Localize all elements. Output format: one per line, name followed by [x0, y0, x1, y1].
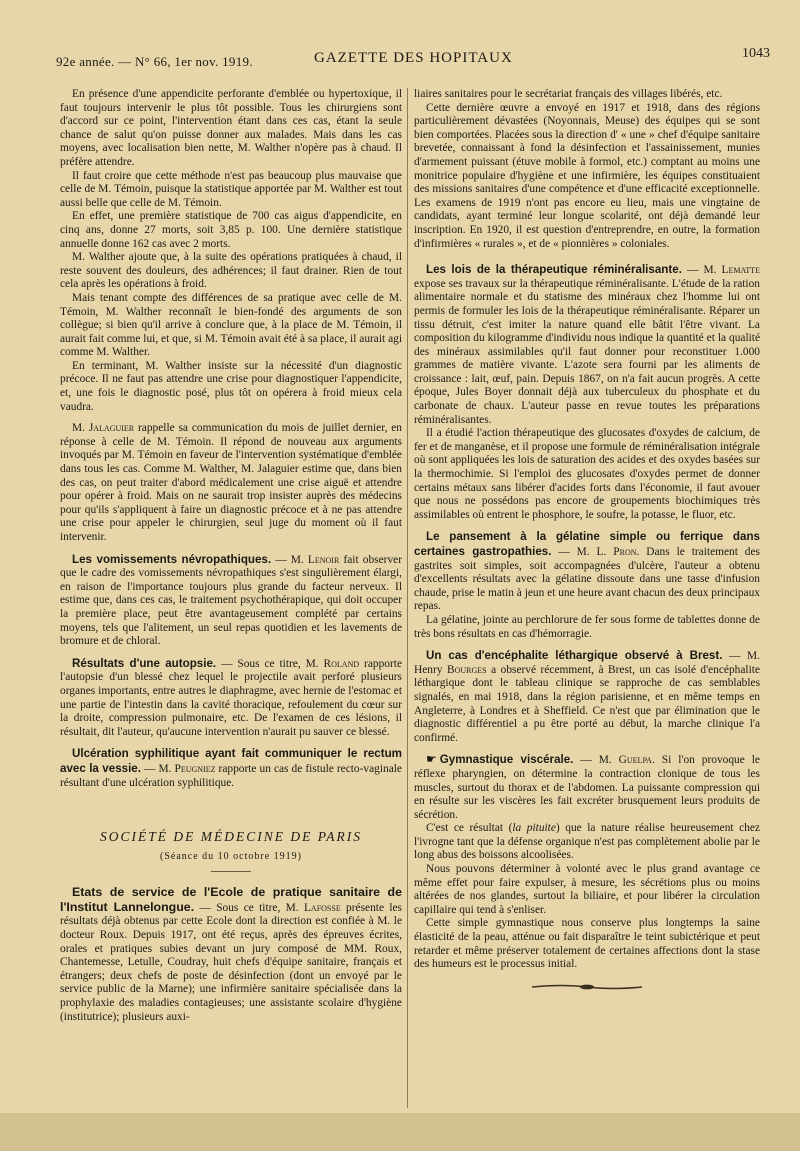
- paragraph-text: rappelle sa communication du mois de juillet dernier, en réponse à celle de M. Témoin. Il répond de nouveau aux arguments invoqués par M. Témoin en faveur de l'intervention systématique d'emblée dans tous les cas. Comme M. Walther, M. Jalaguier estime que, dans bien des cas, on peut traiter d'abord médicalement une crise aiguë et attendre pour opérer à froid. Mais on ne saurait trop insister auprès des médecins pour qu'ils s'appliquent à faire un diagnostic précoce et à ne pas attendre une crise pour appeler le chirurgien, seul juge du moment où il faut intervenir.: [60, 422, 403, 543]
- column-divider: [407, 88, 408, 1108]
- paragraph: La gélatine, jointe au perchlorure de fer sous forme de tablettes donne de très bons résultats en cas d'hémorragie.: [414, 613, 760, 640]
- paragraph: Il faut croire que cette méthode n'est pas beaucoup plus mauvaise que celle de M. Témoin, puisque la statistique apportée par M. Walther est tout aussi belle que celle de M. Témoin.: [60, 169, 402, 209]
- paragraph: M. Walther ajoute que, à la suite des opérations pratiquées à chaud, il reste souvent des douleurs, des adhérences; il faut drainer. Rien de tout cela après les opérations à froid.: [60, 251, 402, 291]
- section-title: Les lois de la thérapeutique réminéralisante.: [426, 263, 682, 277]
- paragraph-text: ) que la nature réalise heureusement chez l'ivrogne tant que la défense organique n'est pas complètement abolie par le long abus des boissons alcoolisées.: [414, 822, 760, 862]
- author-name: Lafosse: [303, 901, 341, 914]
- pointing-hand-icon: ☛: [426, 752, 437, 767]
- section-text: rapporte un cas de fistule recto-vaginale résultant d'une ulcération syphilitique.: [60, 762, 402, 789]
- paragraph: Cette dernière œuvre a envoyé en 1917 et 1918, dans des régions particulièrement dévastées (Noyonnais, Meuse) des équipes qui se sont bien comportées. Placées sous la direction d' « une » chef d'équipe sanitaire brevetée, connaissant à fond la désinfection et l'assainissement, munies d'armement puissant (étuve mobile à formol, etc.) comptant au moins une monitrice populaire d'hygiène et une infirmière, les équipes constituaient des missions sanitaires d'une compétence et d'une efficacité exceptionnelle. Les examens de 1919 n'ont pas encore eu lieu, mais une vingtaine de candidats, ayant terminé leur longue scolarité, ont déjà demandé leur inscription. En 1920, il est question d'entreprendre, en outre, la formation d'infirmières « rurales », et de « pionnières » coloniales.: [414, 101, 760, 250]
- section-remineralisante: [414, 263, 760, 427]
- society-title: SOCIÉTÉ DE MÉDECINE DE PARIS: [100, 829, 362, 845]
- paragraph: liaires sanitaires pour le secrétariat français des villages libérés, etc.: [414, 88, 723, 100]
- author-name: Bourges: [446, 663, 487, 676]
- paragraph: Mais tenant compte des différences de sa pratique avec celle de M. Témoin, M. Walther reconnaît le bien-fondé des arguments de son collègue; si bien qu'il arrive à conclure que, à la place de M. Témoin, il aurait fait comme lui, et que, si M. Témoin avait été à sa place, il aurait agi comme M. Walther.: [60, 291, 402, 359]
- author-name: Guelpa: [618, 754, 652, 767]
- section-lannelongue: [60, 886, 402, 1024]
- section-title: Un cas d'encéphalite léthargique observé à Brest.: [426, 649, 723, 663]
- section-title: Etats de service de l'Ecole de pratique sanitaire de l'Institut Lannelongue.: [60, 885, 402, 914]
- section-text: . Dans le traitement des gastrites soit simples, soit accompagnées d'ulcère, l'auteur a obtenu d'excellents résultats avec la gélatine dissoute dans une tasse d'infusion chaude, prise le matin à jeun et une heure avant chacun des deux principaux repas.: [414, 546, 761, 613]
- page-bottom-margin: [0, 1113, 800, 1151]
- section-vomissements: [60, 553, 402, 649]
- section-autopsie: [60, 657, 402, 740]
- paragraph-text: C'est ce résultat (: [426, 822, 513, 835]
- section-title: Gymnastique viscérale.: [439, 753, 574, 767]
- paragraph: Il a étudié l'action thérapeutique des glucosates d'oxydes de calcium, de fer et de manganèse, et il propose une formule de réminéralisation intégrale où sont appliquées les lois de saturation des acides et des oxydes basées sur la thermochimie. Si l'emploi des glucosates d'oxydes permet de donner certains métaux sans libérer d'acides forts dans l'économie, il faut avouer que nous ne possédons pas encore de groupements biochimiques très assimilables où entrent le phosphore, le soufre, la potasse, le fluor, etc.: [414, 427, 760, 521]
- author-name: Peugniez: [174, 762, 216, 775]
- paragraph: Nous pouvons déterminer à volonté avec le plus grand avantage ce même effet pour faire expulser, à mesure, les sécrétions plus ou moins altérées de nos glandes, surtout la biliaire, et pour libérer la circulation capillaire qui tend à s'enliser.: [414, 863, 760, 916]
- author-name: M. Jalaguier: [72, 422, 135, 435]
- separator-rule: [211, 871, 251, 872]
- section-ulceration: [60, 747, 402, 790]
- section-gelatine: [414, 530, 760, 614]
- section-encephalite: [414, 649, 760, 745]
- section-title: Ulcération syphilitique ayant fait communiquer le rectum avec la vessie.: [60, 747, 402, 775]
- dash: — M.: [681, 264, 722, 277]
- section-title: Résultats d'une autopsie.: [72, 656, 217, 670]
- section-text: a observé récemment, à Brest, un cas isolé d'encéphalite léthargique dont le tableau clinique se rapproche de cas semblables signalés, en mai 1918, dans la région parisienne, et en même temps en Angleterre, à Londres et à Sheffield. Ce n'est que par élimination que le diagnostic différentiel a pu être porté au début, la marche clinique l'a confirmé.: [414, 663, 760, 744]
- dash: — Sous ce titre, M.: [194, 901, 304, 914]
- italic-term: la pituite: [512, 822, 556, 835]
- section-text: fait observer que le cadre des vomissements névropathiques s'est singulièrement élargi, en raison de l'importance toujours plus grande du facteur nerveux. Il estime que, dans ces cas, le traitement psychothérapique, qui doit occuper la première place, peut être avantageusement complété par certains moyens, tels que l'alitement, un seul repas quotidien et les lavements de bromure et de chloral.: [60, 553, 402, 648]
- dash: — M. Henry: [414, 650, 761, 676]
- author-name: Lenoir: [307, 553, 340, 566]
- paragraph: En présence d'une appendicite perforante d'emblée ou hypertoxique, il faut toujours intervenir le plus tôt possible. Tous les chirurgiens sont d'accord sur ce point, l'intervention étant dans ces cas, étant la seule chance de salut qu'on puisse donner aux malades. Mais dans les cas moyens, avec localisation bien nette, M. Walther n'opère pas à chaud. Il préfère attendre.: [60, 88, 402, 168]
- journal-title: GAZETTE DES HOPITAUX: [314, 50, 513, 66]
- paragraph: Cette simple gymnastique nous conserve plus longtemps la saine élasticité de la peau, atténue ou fait disparaître le teint subictérique et peut retarder et même préserver totalement de certaines affections dont la stase des humeurs est le processus initial.: [414, 917, 760, 971]
- section-title: Les vomissements névropathiques.: [72, 552, 272, 566]
- right-column: [414, 88, 760, 995]
- page-number: 1043: [742, 46, 770, 61]
- author-name: Roland: [323, 657, 360, 670]
- paragraph: [60, 422, 402, 544]
- section-gymnastique: [414, 753, 760, 822]
- dash: — M.: [271, 553, 308, 566]
- author-name: Pron: [613, 546, 637, 558]
- paragraph: [414, 822, 760, 863]
- ornament-rule-icon: [532, 983, 642, 991]
- session-date: (Séance du 10 octobre 1919): [160, 850, 302, 862]
- left-column: [60, 88, 402, 1024]
- paragraph: En effet, une première statistique de 700 cas aigus d'appendicite, en cinq ans, donne 27 morts, soit 3,85 p. 100. Une dernière statistique annuelle donne 162 cas avec 2 morts.: [60, 210, 402, 250]
- page-header: [56, 48, 782, 72]
- dash: — M.: [573, 754, 619, 767]
- paragraph: En terminant, M. Walther insiste sur la nécessité d'un diagnostic précoce. Il ne faut pas attendre une crise pour diagnostiquer l'appendicite, et, une fois le diagnostic posé, plus tôt on opérera à froid mieux cela vaudra.: [60, 359, 402, 413]
- section-text: présente les résultats déjà obtenus par cette Ecole dont la direction est confiée à M. le docteur Roux. Depuis 1917, ont été reçus, après des épreuves écrites, orales et pratiques subies devant un jury composé de MM. Roux, Chantemesse, Letulle, Coudray, huit chefs d'équipe sanitaire, français et étrangers; deux chefs de poste de désinfection (dont un envoyé par le service public de la Marne); une infirmière sanitaire spécialisée dans la prophylaxie des maladies contagieuses; une assistante scolaire d'hygiène (institutrice); plusieurs auxi-: [60, 901, 402, 1023]
- section-text: rapporte l'autopsie d'un blessé chez lequel le projectile avait perforé plusieurs organes importants, entre autres le diaphragme, avec hernie de l'estomac et une partie de l'intestin dans la cavité thoracique, refoulement du cœur sur la droite, compression pulmonaire, etc. De l'examen de ces lésions, il résultait, dit l'auteur, qu'aucune intervention n'aurait pu sauver ce blessé.: [60, 657, 402, 738]
- section-text: . Si l'on provoque le réflexe pharyngien, on détermine la contraction clonique de tous les muscles, surtout du thorax et de l'abdomen. La puissante compression qui en résulte sur les viscères les fait excréter brusquement leurs produits de sécrétion.: [414, 754, 760, 821]
- author-name: Lemattе: [721, 264, 760, 277]
- dash: — Sous ce titre, M.: [216, 657, 324, 670]
- dash: — M. L.: [551, 546, 614, 558]
- end-ornament: [527, 982, 647, 996]
- issue-info: 92e année. — N° 66, 1er nov. 1919.: [56, 54, 253, 69]
- section-text: expose ses travaux sur la thérapeutique réminéralisante. L'étude de la ration alimentaire normale et du statisme des minéraux chez l'homme lui ont permis de formuler les lois de la thérapeutique réminéralisante. Réparer un tissu détruit, c'est imiter la nature quand elle bâtit l'être vivant. La composition du kilogramme d'individu nous indique la quantité et la qualité des minéraux assimilables qu'il faut donner pour reconstituer 1.000 grammes de matière vivante. L'azote sera fourni par les aliments de croissance : lait, œuf, pain. Depuis 1867, on n'a fait aucun progrès. A cette époque, Jules Boyer donnait déjà aux tuberculeux du phosphate et du carbonate de chaux. L'auteur passe en revue toutes les préparations réminéralisantes.: [414, 277, 760, 426]
- dash: — M.: [140, 762, 175, 775]
- section-title: Le pansement à la gélatine simple ou ferrique dans certaines gastropathies.: [414, 530, 760, 558]
